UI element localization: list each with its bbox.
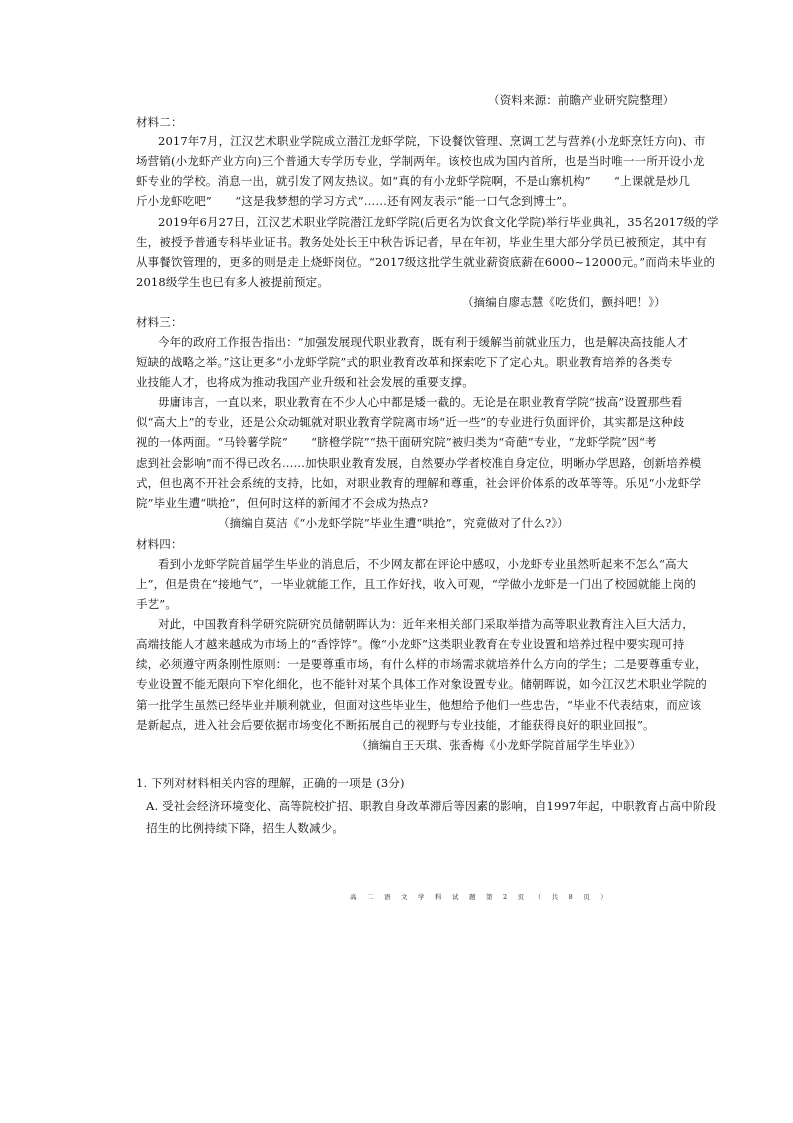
- material-4-line: 专业设置不能无限向下窄化细化，也不能针对某个具体工作对象设置专业。储朝晖说，如今江汉艺术职业学院的: [136, 677, 707, 691]
- material-3-line: 业技能人才，也将成为推动我国产业升级和社会发展的重要支撑。: [136, 375, 474, 389]
- material-4-line: 上”，但是贵在“接地气”，一毕业就能工作，且工作好找，收入可观，“学做小龙虾是一门出了校园就能上岗的: [136, 577, 697, 591]
- source-note: （资料来源：前瞻产业研究院整理）: [488, 93, 675, 107]
- material-4-line: 对此，中国教育科学研究院研究员储朝晖认为：近年来相关部门采取举措为高等职业教育注入巨大活力，: [158, 617, 694, 631]
- material-2-line: 2018级学生也已有多人被提前预定。: [136, 275, 329, 289]
- material-2-heading: 材料二：: [136, 115, 183, 129]
- material-3-heading: 材料三：: [136, 315, 183, 329]
- material-2-line: 斤小龙虾吃吧” “这是我梦想的学习方式”……还有网友表示“能一口气念到博士”。: [136, 194, 574, 208]
- material-3-line: 短缺的战略之举。”这让更多“小龙虾学院”式的职业教育改革和探索吃下了定心丸。职业教育培养的各类专: [136, 355, 673, 369]
- material-3-line: 今年的政府工作报告指出：“加强发展现代职业教育，既有利于缓解当前就业压力，也是解决高技能人才: [158, 335, 689, 349]
- material-4-line: 高端技能人才越来越成为市场上的“香饽饽”。像“小龙虾”这类职业教育在专业设置和培养过程中要实现可持: [136, 637, 685, 651]
- material-3-line: 似“高大上”的专业，还是公众动辄就对职业教育学院离市场“近一些”的专业进行负面评价，其实都是这种歧: [136, 415, 685, 429]
- material-4-citation: （摘编自王天琪、张香梅《小龙虾学院首届学生毕业》）: [356, 738, 642, 752]
- material-4-line: 是新起点，进入社会后要依据市场变化不断拓展自己的视野与专业技能，才能获得良好的职业回报”。: [136, 718, 655, 732]
- question-stem: 1. 下列对材料相关内容的理解，正确的一项是 (3分): [136, 776, 405, 790]
- material-4-line: 第一批学生虽然已经毕业并顺利就业，但面对这些毕业生，他想给予他们一些忠告，“毕业不代表结束，而应该: [136, 698, 702, 712]
- material-2-line: 虾专业的学校。消息一出，就引发了网友热议。如“真的有小龙虾学院啊，不是山寨机构” “上课就是炒几: [136, 174, 690, 188]
- material-4-line: 手艺”。: [136, 597, 177, 611]
- option-a-line-1: A. 受社会经济环境变化、高等院校扩招、职教自身改革滞后等因素的影响，自1997年起，中职教育占高中阶段: [146, 799, 717, 813]
- material-3-citation: （摘编自莫洁《“小龙虾学院”毕业生遭“哄抢”，究竟做对了什么?》）: [218, 516, 569, 530]
- material-4-line: 续，必须遵守两条刚性原则：一是要尊重市场，有什么样的市场需求就培养什么方向的学生；二是要尊重专业，: [136, 657, 707, 671]
- material-2-line: 2019年6月27日，江汉艺术职业学院潜江龙虾学院(后更名为饮食文化学院)举行毕业典礼，35名2017级的学: [158, 215, 719, 229]
- material-2-line: 从事餐饮管理的，更多的则是走上烧虾岗位。“2017级这批学生就业薪资底薪在6000~12000元。”而尚未毕业的: [136, 255, 716, 269]
- material-3-line: 视的一体两面。“马铃薯学院” “脐橙学院”“热干面研究院”被归类为“奇葩”专业，“龙虾学院”因“考: [136, 435, 657, 449]
- material-4-heading: 材料四：: [136, 537, 183, 551]
- page-footer: 高二语文学科试题第2页（共8页）: [350, 893, 618, 901]
- material-2-line: 场营销(小龙虾产业方向)三个普通大专学历专业，学制两年。该校也成为国内首所，也是当时唯一一所开设小龙: [136, 154, 705, 168]
- material-2-line: 2017年7月，江汉艺术职业学院成立潜江龙虾学院，下设餐饮管理、烹调工艺与营养(小龙虾烹饪方向)、市: [158, 134, 706, 148]
- material-2-line: 生，被授予普通专科毕业证书。教务处处长王中秋告诉记者，早在年初，毕业生里大部分学员已被预定，其中有: [136, 235, 707, 249]
- option-a-line-2: 招生的比例持续下降，招生人数减少。: [146, 821, 345, 835]
- material-3-line: 虑到社会影响”而不得已改名……加快职业教育发展，自然要办学者校准自身定位，明晰办学思路，创新培养模: [136, 456, 702, 470]
- material-2-citation: （摘编自廖志慧《吃货们，颤抖吧！》）: [462, 295, 666, 309]
- material-4-line: 看到小龙虾学院首届学生毕业的消息后，不少网友都在评论中感叹，小龙虾专业虽然听起来不怎么“高大: [158, 557, 689, 571]
- material-3-line: 式，但也离不开社会系统的支持，比如，对职业教育的理解和尊重，社会评价体系的改革等等。乐见“小龙虾学: [136, 476, 702, 490]
- material-3-line: 院”毕业生遭“哄抢”，但何时这样的新闻才不会成为热点?: [136, 496, 429, 510]
- material-3-line: 毋庸讳言，一直以来，职业教育在不少人心中都是矮一截的。无论是在职业教育学院“拔高”设置那些看: [158, 395, 683, 409]
